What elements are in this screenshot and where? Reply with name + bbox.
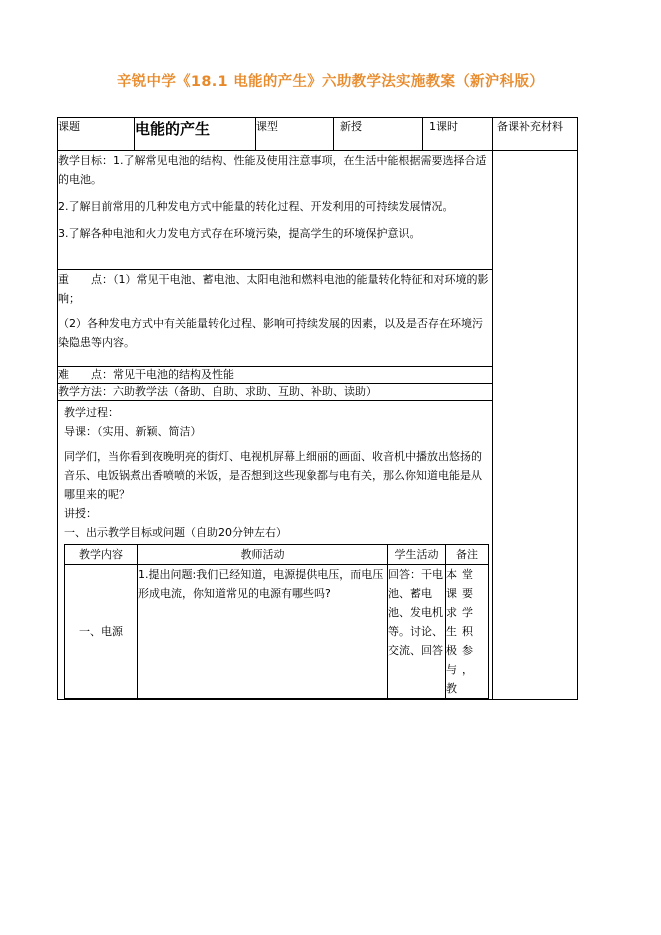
lesson-label: 课题 bbox=[58, 118, 135, 151]
type-value: 新授 bbox=[334, 118, 423, 151]
objective-item: 教学目标：1.了解常见电池的结构、性能及使用注意事项，在生活中能根据需要选择合适的电池。 bbox=[58, 154, 487, 186]
key-point-item: 重 点：（1）常见干电池、蓄电池、太阳电池和燃料电池的能量转化特征和对环境的影响； bbox=[58, 273, 489, 305]
key-point-item: （2）各种发电方式中有关能量转化过程、影响可持续发展的因素，以及是否存在环境污染隐患等内容。 bbox=[58, 317, 483, 349]
intro-text: 同学们，当你看到夜晚明亮的街灯、电视机屏幕上细丽的画面、收音机中播放出悠扬的音乐、电饭锅煮出香喷喷的米饭，是否想到这些现象都与电有关，那么你知道电能是从哪里来的呢？ bbox=[64, 450, 482, 501]
lecture-label: 讲授： bbox=[64, 507, 97, 520]
column-header: 教学内容 bbox=[65, 545, 138, 565]
lesson-name: 电能的产生 bbox=[135, 118, 256, 151]
objectives-cell bbox=[58, 151, 493, 270]
supplement-label: 备课补充材料 bbox=[493, 118, 578, 151]
objective-item: 2.了解目前常用的几种发电方式中能量的转化过程、开发利用的可持续发展情况。 bbox=[58, 200, 454, 213]
hours-value: 1课时 bbox=[423, 118, 493, 151]
lesson-plan-table bbox=[57, 117, 578, 700]
type-label: 课型 bbox=[256, 118, 334, 151]
method-cell: 教学方法：六助教学法（备助、自助、求助、互助、补助、读助） bbox=[58, 384, 493, 401]
activity-row bbox=[65, 565, 489, 699]
difficulty-cell: 难 点：常见干电池的结构及性能 bbox=[58, 367, 493, 384]
objective-item: 3.了解各种电池和火力发电方式存在环境污染，提高学生的环境保护意识。 bbox=[58, 227, 421, 240]
column-header: 学生活动 bbox=[388, 545, 446, 565]
process-cell bbox=[58, 401, 493, 700]
supplement-column bbox=[493, 151, 578, 700]
activity-table bbox=[64, 544, 489, 699]
student-activity-cell: 回答：干电池、蓄电池、发电机等。讨论、交流、回答 bbox=[388, 565, 446, 699]
content-cell: 一、电源 bbox=[65, 565, 138, 699]
process-title: 教学过程： bbox=[64, 406, 119, 419]
column-header: 备注 bbox=[446, 545, 489, 565]
intro-label: 导课：（实用、新颖、简洁） bbox=[64, 425, 202, 438]
column-header: 教师活动 bbox=[138, 545, 388, 565]
note-cell: 本堂课要求学生积极参与，教 bbox=[446, 565, 489, 699]
section-heading: 一、出示教学目标或问题（自助20分钟左右） bbox=[64, 526, 287, 539]
header-row bbox=[58, 118, 578, 151]
teacher-activity-cell: 1.提出问题:我们已经知道，电源提供电压，而电压形成电流，你知道常见的电源有哪些吗? bbox=[138, 565, 388, 699]
document-title: 辛锐中学《18.1 电能的产生》六助教学法实施教案（新沪科版） bbox=[116, 74, 545, 90]
objectives-row bbox=[58, 151, 578, 270]
key-points-cell bbox=[58, 270, 493, 367]
activity-header-row bbox=[65, 545, 489, 565]
